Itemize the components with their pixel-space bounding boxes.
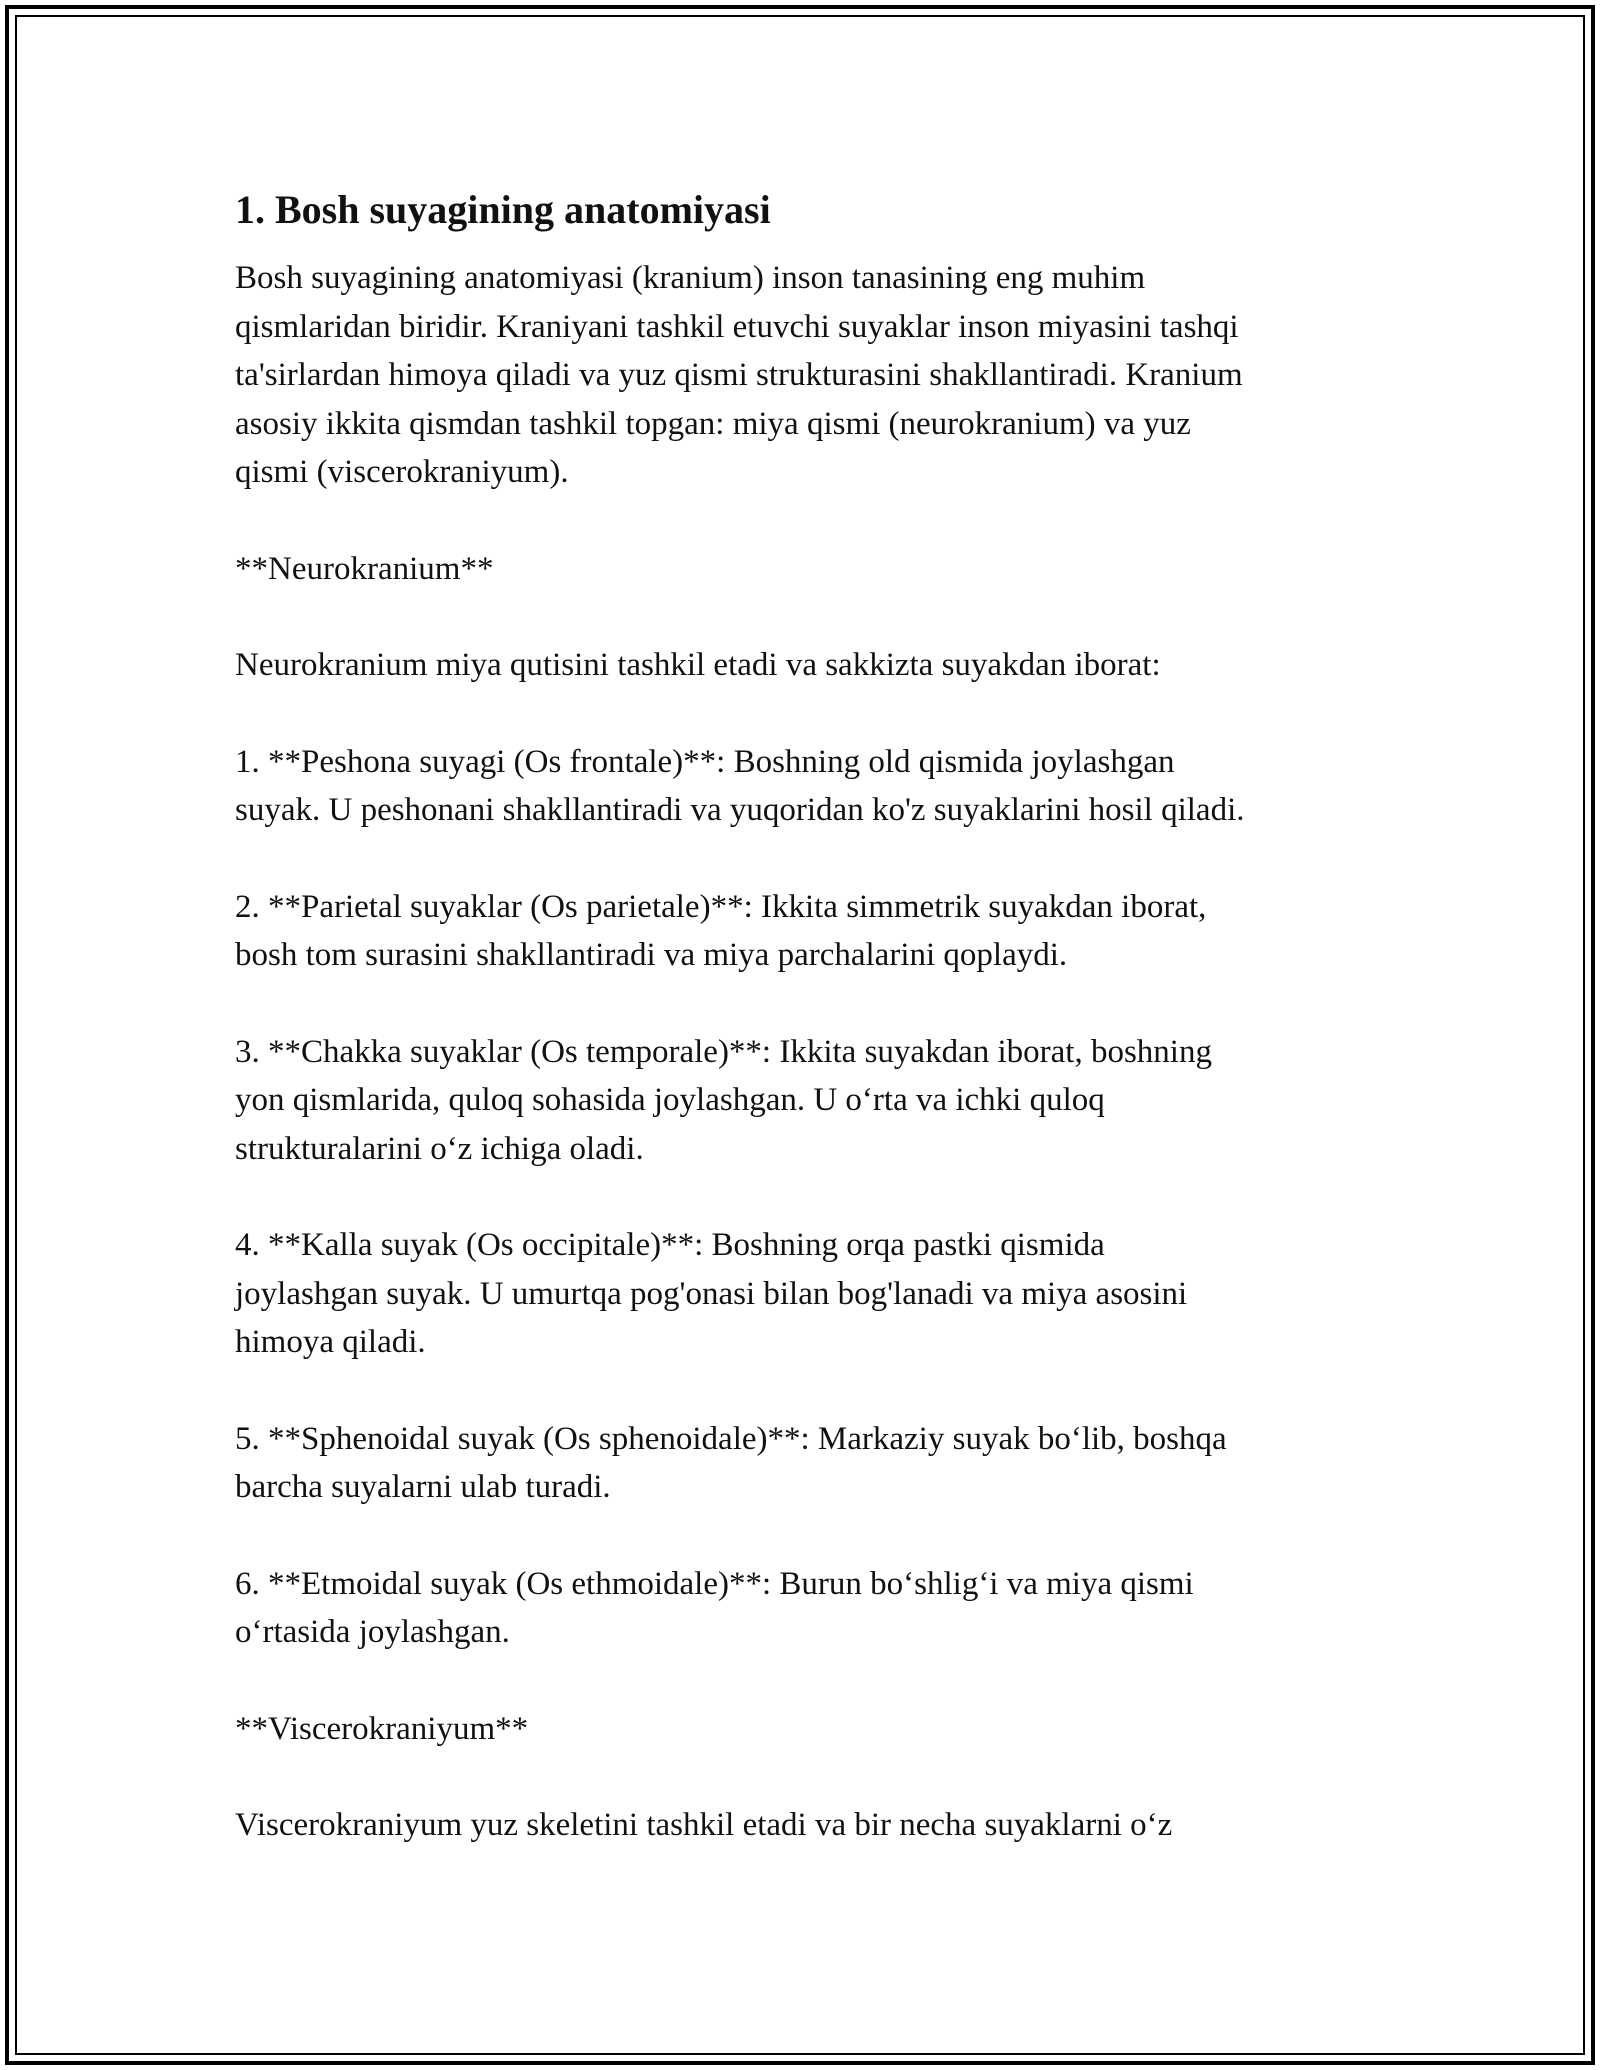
list-item: 2. **Parietal suyaklar (Os parietale)**: Ikkita simmetrik suyakdan iborat, bosh tom surasini shakllantiradi va miya parchalarini qoplaydi. [235,888,1207,973]
viscerokraniyum-heading: **Viscerokraniyum** [235,1710,529,1747]
list-item: 3. **Chakka suyaklar (Os temporale)**: Ikkita suyakdan iborat, boshning yon qismlarida, quloq sohasida joylashgan. U o‘rta va ichki quloq strukturalarini o‘z ichiga oladi. [235,1033,1212,1167]
intro-paragraph: Bosh suyagining anatomiyasi (kranium) inson tanasining eng muhim qismlaridan biridir. Kraniyani tashkil etuvchi suyaklar inson miyasini tashqi ta'sirlardan himoya qiladi va yuz qismi strukturasini shakllantiradi. Kranium asosiy ikkita qismdan tashkil topgan: miya qismi (neurokranium) va yuz qismi (viscerokraniyum). [235,260,1243,490]
document-body [235,180,1385,1850]
list-item: 4. **Kalla suyak (Os occipitale)**: Boshning orqa pastki qismida joylashgan suyak. U umurtqa pog'onasi bilan bog'lanadi va miya asosini himoya qiladi. [235,1227,1188,1360]
neurokranium-intro: Neurokranium miya qutisini tashkil etadi va sakkizta suyakdan iborat: [235,647,1161,683]
neurokranium-heading: **Neurokranium** [235,550,494,587]
document-title: 1. Bosh suyagining anatomiyasi [235,187,771,232]
viscerokraniyum-intro: Viscerokraniyum yuz skeletini tashkil etadi va bir necha suyaklarni o‘z [235,1807,1173,1843]
list-item: 6. **Etmoidal suyak (Os ethmoidale)**: Burun bo‘shlig‘i va miya qismi o‘rtasida joylashgan. [235,1565,1194,1650]
list-item: 5. **Sphenoidal suyak (Os sphenoidale)**: Markaziy suyak bo‘lib, boshqa barcha suyalarni ulab turadi. [235,1420,1227,1505]
list-item: 1. **Peshona suyagi (Os frontale)**: Boshning old qismida joylashgan suyak. U peshonani shakllantiradi va yuqoridan ko'z suyaklarini hosil qiladi. [235,743,1245,828]
